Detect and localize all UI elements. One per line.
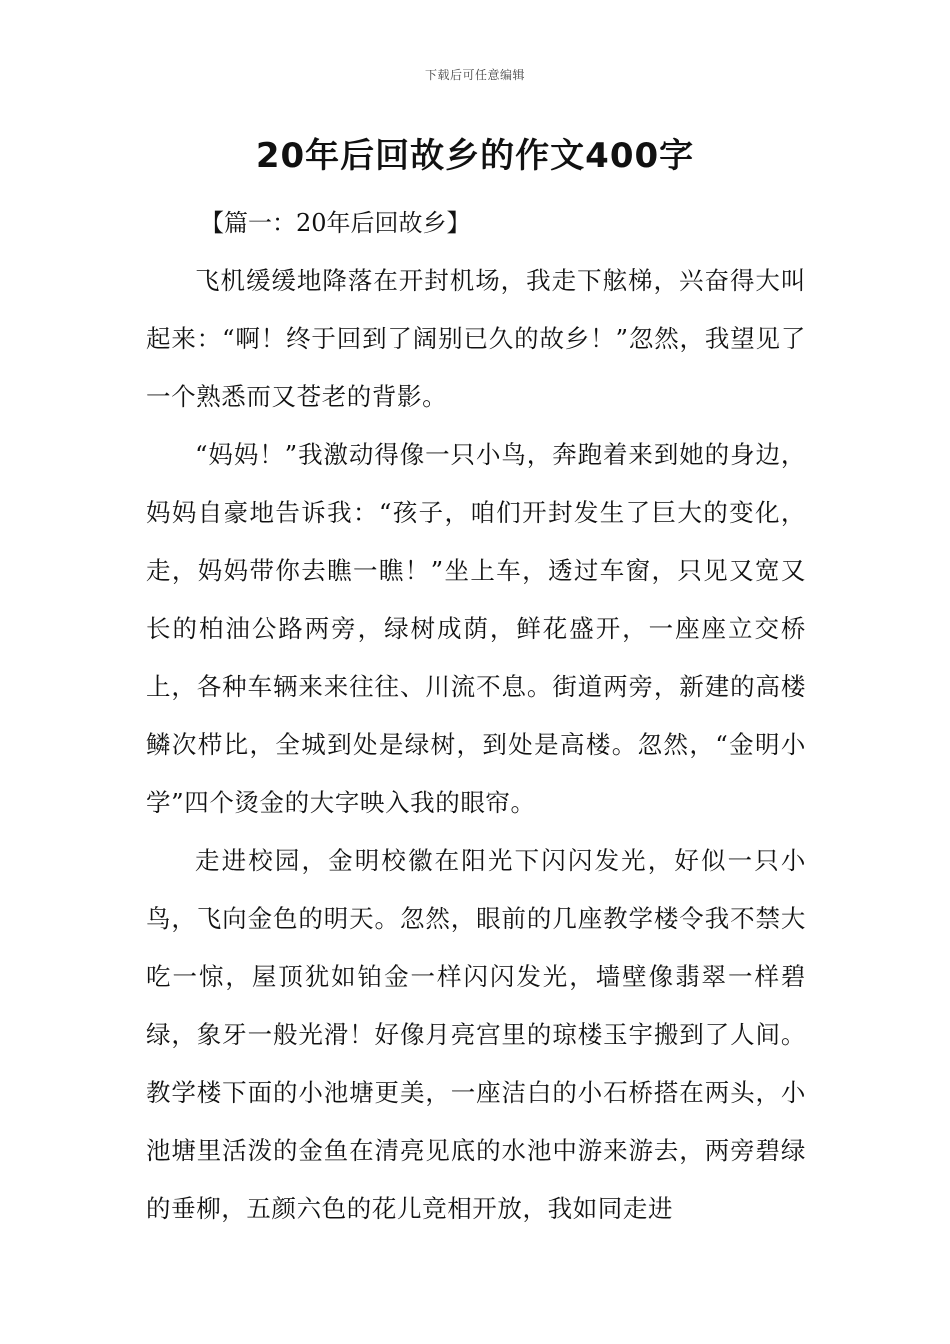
document-title: 20年后回故乡的作文400字 bbox=[255, 136, 695, 176]
header-note: 下载后可任意编辑 bbox=[424, 68, 525, 82]
paragraph-2: “妈妈！”我激动得像一只小鸟，奔跑着来到她的身边，妈妈自豪地告诉我：“孩子，咱们开封发生了巨大的变化，走，妈妈带你去瞧一瞧！”坐上车，透过车窗，只见又宽又长的柏油公路两旁，绿树成荫，鲜花盛开，一座座立交桥上，各种车辆来来往往、川流不息。街道两旁，新建的高楼鳞次栉比，全城到处是绿树，到处是高楼。忽然，“金明小学”四个烫金的大字映入我的眼帘。 bbox=[146, 440, 806, 817]
section-heading: 【篇一：20年后回故乡】 bbox=[200, 209, 471, 237]
document-body bbox=[146, 194, 806, 1238]
paragraph-3: 走进校园，金明校徽在阳光下闪闪发光，好似一只小鸟，飞向金色的明天。忽然，眼前的几座教学楼令我不禁大吃一惊，屋顶犹如铂金一样闪闪发光，墙壁像翡翠一样碧绿，象牙一般光滑！好像月亮宫里的琼楼玉宇搬到了人间。教学楼下面的小池塘更美，一座洁白的小石桥搭在两头，小池塘里活泼的金鱼在清亮见底的水池中游来游去，两旁碧绿的垂柳，五颜六色的花儿竞相开放，我如同走进 bbox=[146, 846, 806, 1223]
paragraph-1: 飞机缓缓地降落在开封机场，我走下舷梯，兴奋得大叫起来：“啊！终于回到了阔别已久的故乡！”忽然，我望见了一个熟悉而又苍老的背影。 bbox=[146, 266, 806, 411]
